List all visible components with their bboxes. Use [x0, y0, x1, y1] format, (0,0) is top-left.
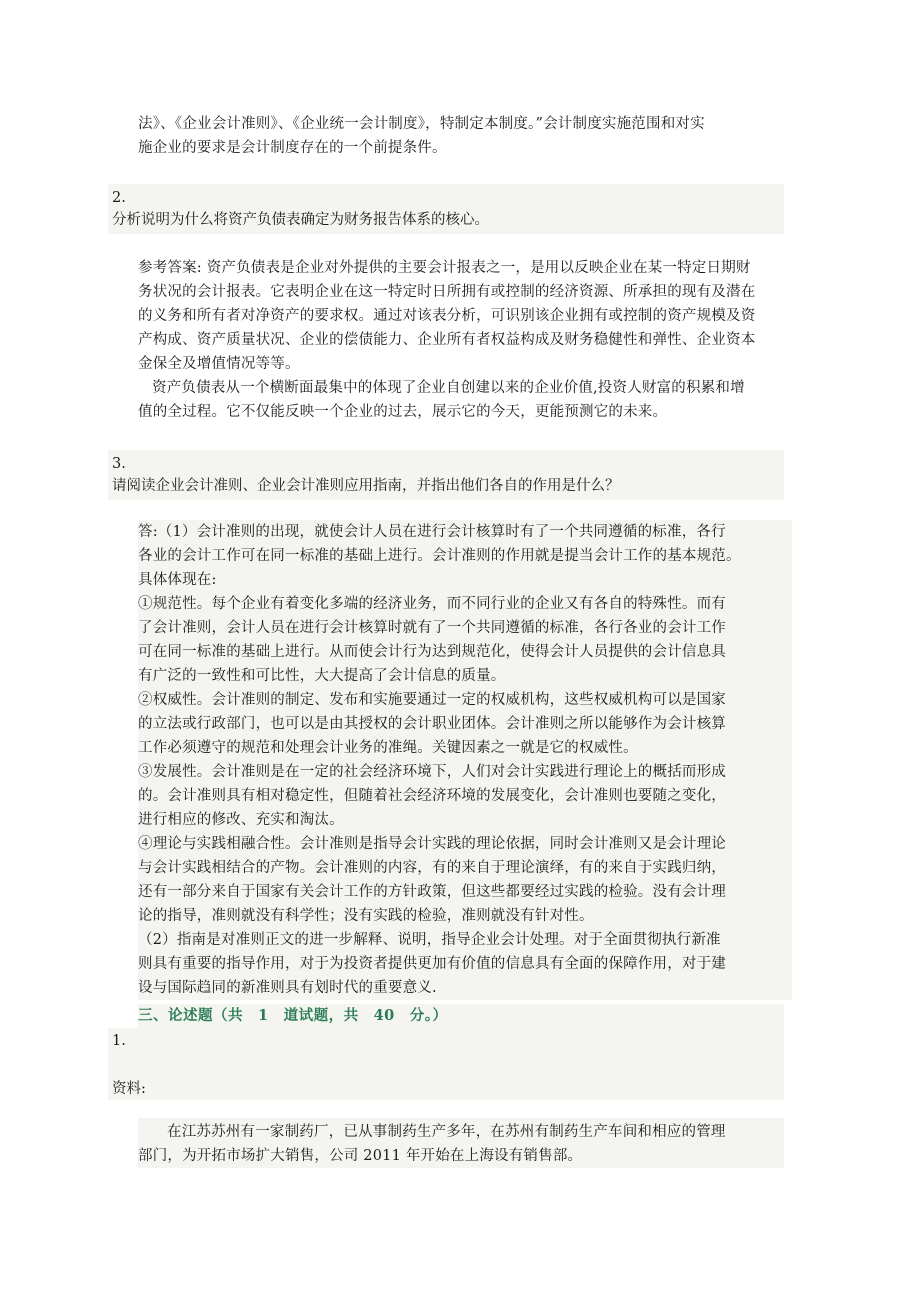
answer-line: 进行相应的修改、充实和淘汰。: [138, 812, 344, 828]
section-heading-text: 三、论述题（共 1 道试题，共 40 分。）: [138, 1007, 448, 1024]
answer-line: 了会计准则，会计人员在进行会计核算时就有了一个共同遵循的标准，各行各业的会计工作: [138, 620, 726, 636]
answer-line: 值的全过程。它不仅能反映一个企业的过去，展示它的今天，更能预测它的未来。: [138, 404, 668, 420]
question-text: 分析说明为什么将资产负债表确定为财务报告体系的核心。: [112, 212, 489, 228]
answer-line: 各业的会计工作可在同一标准的基础上进行。会计准则的作用就是提当会计工作的基本规范。: [138, 548, 741, 564]
question-3-answer: [138, 520, 792, 1000]
answer-line: 具体体现在:: [138, 572, 217, 588]
answer-line: 的。会计准则具有相对稳定性，但随着社会经济环境的发展变化，会计准则也要随之变化，: [138, 788, 726, 804]
answer-line: 与会计实践相结合的产物。会计准则的内容，有的来自于理论演绎，有的来自于实践归纳，: [138, 860, 726, 876]
answer-line: ②权威性。会计准则的制定、发布和实施要通过一定的权威机构，这些权威机构可以是国家: [138, 692, 726, 708]
answer-line: 有广泛的一致性和可比性，大大提高了会计信息的质量。: [138, 668, 506, 684]
answer-line: 论的指导，准则就没有科学性；没有实践的检验，准则就没有针对性。: [138, 908, 594, 924]
essay-question-1-header: [108, 1028, 784, 1100]
material-line: 在江苏苏州有一家制药厂，已从事制药生产多年，在苏州有制药生产车间和相应的管理: [167, 1124, 726, 1140]
material-label: 资料:: [112, 1081, 146, 1097]
question-2-answer: [138, 256, 798, 424]
section-heading-essay: [138, 1004, 784, 1028]
answer-line: 金保全及增值情况等等。: [138, 356, 300, 372]
answer-line: 则具有重要的指导作用，对于为投资者提供更加有价值的信息具有全面的保障作用，对于建: [138, 956, 726, 972]
material-line: 部门，为开拓市场扩大销售，公司 2011 年开始在上海设有销售部。: [138, 1148, 583, 1164]
answer-line: 产构成、资产质量状况、企业的偿债能力、企业所有者权益构成及财务稳健性和弹性、企业资本: [138, 332, 756, 348]
answer-line: 参考答案: 资产负债表是企业对外提供的主要会计报表之一，是用以反映企业在某一特定日期财: [138, 260, 751, 276]
answer-line: 答:（1）会计准则的出现，就使会计人员在进行会计核算时有了一个共同遵循的标准，各行: [138, 524, 726, 540]
answer-line: 的立法或行政部门，也可以是由其授权的会计职业团体。会计准则之所以能够作为会计核算: [138, 716, 726, 732]
question-2-header: [108, 184, 784, 234]
continuation-line: 施企业的要求是会计制度存在的一个前提条件。: [138, 140, 447, 156]
answer-line: 资产负债表从一个横断面最集中的体现了企业自创建以来的企业价值,投资人财富的积累和增: [152, 380, 745, 396]
question-3-header: [108, 450, 784, 500]
answer-line: 还有一部分来自于国家有关会计工作的方针政策，但这些都要经过实践的检验。没有会计理: [138, 884, 726, 900]
answer-line: 务状况的会计报表。它表明企业在这一特定时日所拥有或控制的经济资源、所承担的现有及潜在: [138, 284, 756, 300]
continuation-paragraph: [138, 112, 798, 160]
answer-line: 工作必须遵守的规范和处理会计业务的准绳。关键因素之一就是它的权威性。: [138, 740, 638, 756]
question-text: 请阅读企业会计准则、企业会计准则应用指南，并指出他们各自的作用是什么？: [112, 478, 620, 494]
answer-line: （2）指南是对准则正文的进一步解释、说明，指导企业会计处理。对于全面贯彻执行新准: [138, 932, 721, 948]
answer-line: 可在同一标准的基础上进行。从而使会计行为达到规范化，使得会计人员提供的会计信息具: [138, 644, 726, 660]
answer-line: 设与国际趋同的新准则具有划时代的重要意义.: [138, 980, 437, 996]
answer-line: 的义务和所有者对净资产的要求权。通过对该表分析，可识别该企业拥有或控制的资产规模及资: [138, 308, 756, 324]
essay-material: [138, 1118, 784, 1168]
answer-line: ③发展性。会计准则是在一定的社会经济环境下，人们对会计实践进行理论上的概括而形成: [138, 764, 726, 780]
question-number: 3.: [112, 456, 126, 472]
answer-line: ①规范性。每个企业有着变化多端的经济业务，而不同行业的企业又有各自的特殊性。而有: [138, 596, 726, 612]
question-number: 1.: [112, 1033, 126, 1049]
continuation-line: 法》、《企业会计准则》、《企业统一会计制度》，特制定本制度。”会计制度实施范围和对实: [138, 116, 705, 132]
question-number: 2.: [112, 190, 126, 206]
answer-line: ④理论与实践相融合性。会计准则是指导会计实践的理论依据，同时会计准则又是会计理论: [138, 836, 726, 852]
